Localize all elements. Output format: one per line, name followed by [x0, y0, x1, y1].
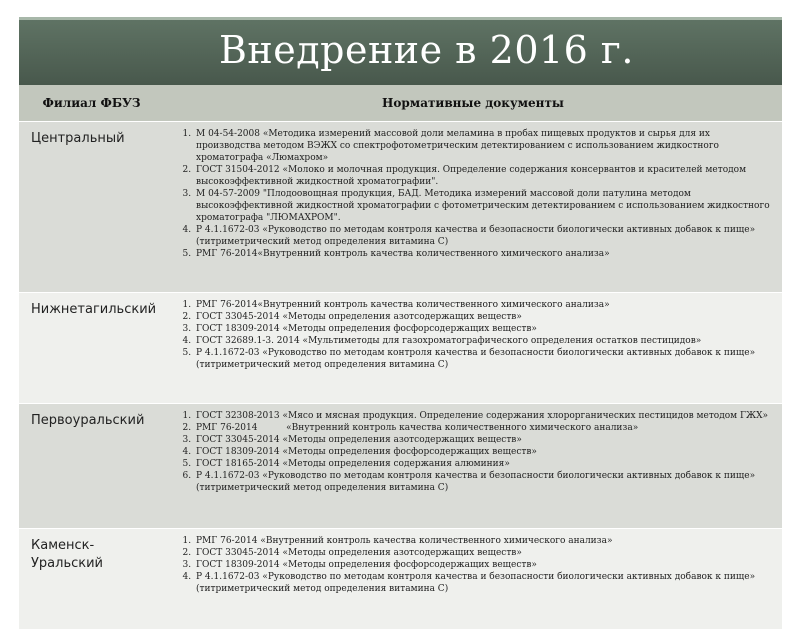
branch-name: Каменск-Уральский: [19, 529, 164, 629]
list-item: 2. ГОСТ 33045-2014 «Методы определения азотсодержащих веществ»: [194, 547, 776, 559]
branch-name: Центральный: [19, 122, 164, 293]
table-row: [19, 122, 782, 293]
list-item: 2. ГОСТ 31504-2012 «Молоко и молочная продукция. Определение содержания консервантов и красителей методом высокоэффективной жидкостной хроматографии".: [194, 164, 776, 188]
list-item: 3. М 04-57-2009 "Плодоовощная продукция, БАД. Методика измерений массовой доли патулина методом высокоэффективной жидкостной хроматографии с фотометрическим детектированием с использованием жидкостного хроматографа "ЛЮМАХРОМ".: [194, 188, 776, 224]
header-documents: Нормативные документы: [164, 85, 782, 122]
list-item: 2. РМГ 76-2014 «Внутренний контроль качества количественного химического анализа»: [194, 422, 776, 434]
list-item: 5. РМГ 76-2014«Внутренний контроль качества количественного химического анализа»: [194, 248, 776, 260]
list-item: 3. ГОСТ 18309-2014 «Методы определения фосфорсодержащих веществ»: [194, 559, 776, 571]
documents-table: [19, 85, 782, 629]
list-item: 4. Р 4.1.1672-03 «Руководство по методам контроля качества и безопасности биологически активных добавок к пище» (титриметрический метод определения витамина С): [194, 571, 776, 595]
documents-cell: [164, 529, 782, 629]
list-item: 1. РМГ 76-2014 «Внутренний контроль качества количественного химического анализа»: [194, 535, 776, 547]
title-bar: [19, 17, 782, 85]
list-item: 1. РМГ 76-2014«Внутренний контроль качества количественного химического анализа»: [194, 299, 776, 311]
list-item: 3. ГОСТ 33045-2014 «Методы определения азотсодержащих веществ»: [194, 434, 776, 446]
table-row: [19, 404, 782, 529]
table-header-row: [19, 85, 782, 122]
documents-cell: [164, 293, 782, 404]
slide-title: Внедрение в 2016 г.: [219, 28, 634, 72]
list-item: 5. ГОСТ 18165-2014 «Методы определения содержания алюминия»: [194, 458, 776, 470]
documents-cell: [164, 122, 782, 293]
list-item: 4. ГОСТ 32689.1-3. 2014 «Мультиметоды для газохроматографического определения остатков пестицидов»: [194, 335, 776, 347]
header-branch: Филиал ФБУЗ: [19, 85, 164, 122]
list-item: 4. ГОСТ 18309-2014 «Методы определения фосфорсодержащих веществ»: [194, 446, 776, 458]
list-item: 3. ГОСТ 18309-2014 «Методы определения фосфорсодержащих веществ»: [194, 323, 776, 335]
list-item: 1. М 04-54-2008 «Методика измерений массовой доли меламина в пробах пищевых продуктов и сырья для их производства методом ВЭЖХ со спектрофотометрическим детектированием с использованием жидкостного хроматографа «Люмахром»: [194, 128, 776, 164]
table-row: [19, 529, 782, 629]
list-item: 2. ГОСТ 33045-2014 «Методы определения азотсодержащих веществ»: [194, 311, 776, 323]
list-item: 6. Р 4.1.1672-03 «Руководство по методам контроля качества и безопасности биологически активных добавок к пище» (титриметрический метод определения витамина С): [194, 470, 776, 494]
document-list: [170, 128, 776, 260]
document-list: [170, 299, 776, 371]
document-list: [170, 410, 776, 494]
list-item: 1. ГОСТ 32308-2013 «Мясо и мясная продукция. Определение содержания хлорорганических пестицидов методом ГЖХ»: [194, 410, 776, 422]
branch-name: Первоуральский: [19, 404, 164, 529]
list-item: 5. Р 4.1.1672-03 «Руководство по методам контроля качества и безопасности биологически активных добавок к пище» (титриметрический метод определения витамина С): [194, 347, 776, 371]
documents-cell: [164, 404, 782, 529]
list-item: 4. Р 4.1.1672-03 «Руководство по методам контроля качества и безопасности биологически активных добавок к пище» (титриметрический метод определения витамина С): [194, 224, 776, 248]
document-list: [170, 535, 776, 595]
branch-name: Нижнетагильский: [19, 293, 164, 404]
table-row: [19, 293, 782, 404]
